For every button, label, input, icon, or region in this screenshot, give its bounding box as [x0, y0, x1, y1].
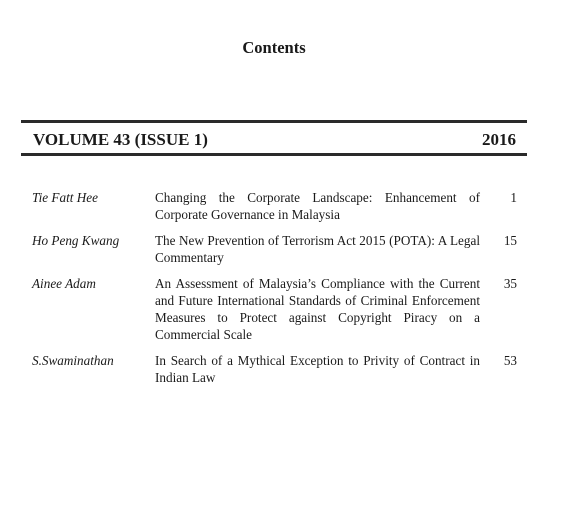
entry-author: S.Swaminathan [32, 353, 114, 368]
contents-entry [32, 189, 518, 223]
entry-author: Ainee Adam [32, 276, 96, 291]
contents-entry [32, 232, 518, 266]
contents-list [32, 189, 518, 386]
entry-title: An Assessment of Malaysia’s Compliance with the Current and Future International Standards of Criminal Enforcement Measures to Protect against Copyright Piracy on a Commercial Scale [155, 276, 480, 342]
entry-author: Tie Fatt Hee [32, 190, 98, 205]
entry-title: Changing the Corporate Landscape: Enhancement of Corporate Governance in Malaysia [155, 190, 480, 222]
contents-heading: Contents [242, 38, 306, 57]
entry-title: The New Prevention of Terrorism Act 2015 (POTA): A Legal Commentary [155, 233, 480, 265]
volume-year: 2016 [482, 130, 516, 149]
entry-page-number: 15 [503, 233, 517, 248]
entry-title: In Search of a Mythical Exception to Privity of Contract in Indian Law [155, 353, 480, 385]
entry-page-number: 1 [510, 190, 517, 205]
entry-author: Ho Peng Kwang [32, 233, 120, 248]
contents-entry [32, 275, 518, 343]
entry-page-number: 35 [503, 276, 517, 291]
contents-entry [32, 352, 518, 386]
volume-label: VOLUME 43 (ISSUE 1) [33, 130, 208, 149]
entry-page-number: 53 [503, 353, 517, 368]
volume-header [21, 120, 527, 156]
